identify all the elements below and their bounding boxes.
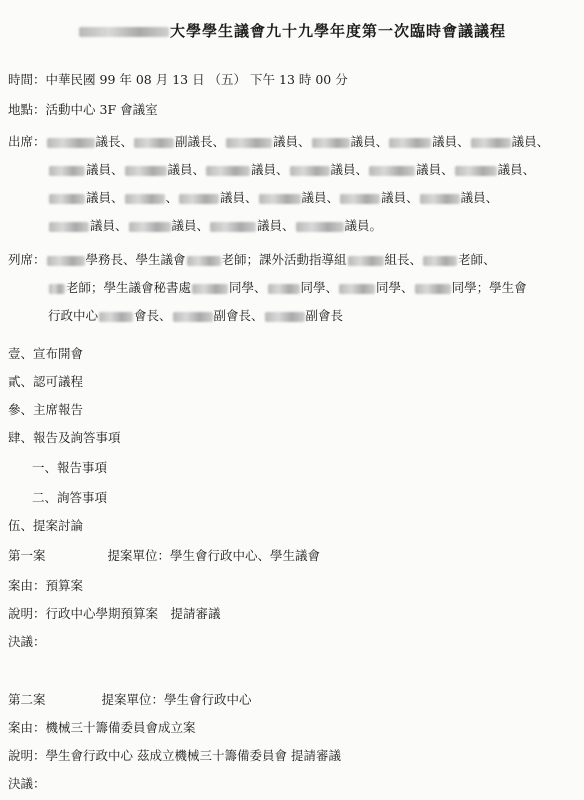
observe-text: 同學、 [300, 280, 339, 295]
observe-text: 組長、 [384, 252, 423, 267]
redacted-name [49, 166, 85, 176]
redacted-name [206, 166, 250, 176]
title-text: 大學學生議會九十九學年度第一次臨時會議議程 [169, 22, 506, 40]
redacted-name [471, 138, 511, 148]
attend-row-4 [48, 218, 382, 234]
observe-text: 副會長、 [213, 308, 264, 323]
attend-title: 議員、 [86, 162, 124, 177]
redacted-name [348, 256, 384, 266]
case1-unit: 提案單位：學生會行政中心、學生議會 [107, 548, 321, 563]
attend-title: 議員、 [220, 190, 258, 205]
observe-text: 老師；課外活動指導組 [221, 252, 347, 267]
attend-title: 議長、 [95, 134, 134, 149]
attend-label: 出席： [8, 134, 46, 149]
redacted-name [47, 138, 95, 148]
redacted-name [134, 138, 174, 148]
attend-row-1 [8, 134, 549, 150]
redacted-name [312, 138, 350, 148]
case2-header [8, 692, 252, 708]
redacted-name [226, 138, 272, 148]
attend-title: 議員。 [344, 218, 383, 233]
time-line [8, 72, 348, 88]
attend-title: 議員、 [460, 190, 499, 205]
case2-description: 說明：學生會行政中心 茲成立機械三十籌備委員會 提請審議 [8, 748, 341, 763]
observe-text: 老師；學生議會秘書處 [66, 280, 192, 295]
redacted-university-name [79, 27, 169, 37]
redacted-name [125, 194, 165, 204]
redacted-name [389, 138, 431, 148]
redacted-name [49, 284, 65, 294]
case2-number: 第二案 [8, 692, 46, 707]
agenda-item-1: 壹、宣布開會 [8, 346, 84, 361]
redacted-name [187, 256, 221, 266]
redacted-name [265, 312, 305, 322]
redacted-name [49, 222, 89, 232]
case2-resolution: 決議： [8, 776, 46, 791]
place-value: 活動中心 3F 會議室 [45, 102, 158, 117]
redacted-name [339, 284, 375, 294]
observe-row-3 [48, 308, 343, 324]
redacted-name [420, 194, 460, 204]
observe-row-1 [8, 252, 496, 268]
redacted-name [129, 222, 171, 232]
attend-title: 、 [165, 190, 179, 205]
attend-title: 議員、 [167, 162, 206, 177]
agenda-item-4: 肆、報告及詢答事項 [8, 430, 121, 445]
attend-title: 議員、 [257, 218, 295, 233]
observe-text: 同學、 [376, 280, 414, 295]
redacted-name [423, 256, 457, 266]
observe-text: 同學、 [229, 280, 267, 295]
observe-text: 同學；學生會 [451, 280, 527, 295]
agenda-item-4b: 二、詢答事項 [32, 490, 108, 505]
place-label: 地點： [8, 102, 46, 117]
attend-title: 議員、 [497, 162, 536, 177]
case2-reason: 案由：機械三十籌備委員會成立案 [8, 720, 196, 735]
case1-description: 說明：行政中心學期預算案 提請審議 [8, 606, 221, 621]
observe-row-2 [48, 280, 527, 296]
redacted-name [290, 166, 330, 176]
place-line [8, 102, 158, 118]
attend-title: 議員、 [86, 190, 124, 205]
attend-title: 議員、 [171, 218, 210, 233]
observe-text: 學務長、學生議會 [85, 252, 186, 267]
observe-label: 列席： [8, 252, 46, 267]
attend-title: 議員、 [432, 134, 470, 149]
agenda-item-4a: 一、報告事項 [32, 460, 108, 475]
agenda-item-3: 參、主席報告 [8, 402, 84, 417]
redacted-name [99, 312, 133, 322]
agenda-item-5: 伍、提案討論 [8, 518, 84, 533]
observe-text: 行政中心 [48, 308, 99, 323]
document-title [0, 20, 584, 41]
redacted-name [296, 222, 344, 232]
redacted-name [259, 194, 301, 204]
attend-title: 議員、 [251, 162, 289, 177]
redacted-name [179, 194, 219, 204]
redacted-name [125, 166, 167, 176]
attend-title: 議員、 [301, 190, 340, 205]
redacted-name [415, 284, 451, 294]
redacted-name [340, 194, 380, 204]
redacted-name [210, 222, 256, 232]
attend-title: 議員、 [350, 134, 389, 149]
attend-title: 議員、 [416, 162, 454, 177]
case2-unit: 提案單位：學生會行政中心 [101, 692, 252, 707]
redacted-name [455, 166, 497, 176]
case1-header [8, 548, 320, 564]
observe-text: 會長、 [134, 308, 172, 323]
redacted-name [192, 284, 228, 294]
time-label: 時間： [8, 72, 46, 87]
attend-title: 議員、 [90, 218, 128, 233]
attend-title: 議員、 [381, 190, 419, 205]
observe-text: 副會長 [305, 308, 344, 323]
redacted-name [47, 256, 85, 266]
case1-resolution: 決議： [8, 634, 46, 649]
attend-row-3 [48, 190, 498, 206]
observe-text: 老師、 [458, 252, 496, 267]
attend-title: 副議長、 [175, 134, 226, 149]
attend-row-2 [48, 162, 535, 178]
case1-number: 第一案 [8, 548, 46, 563]
agenda-item-2: 貳、認可議程 [8, 374, 84, 389]
redacted-name [369, 166, 415, 176]
redacted-name [49, 194, 85, 204]
attend-title: 議員、 [511, 134, 550, 149]
attend-title: 議員、 [273, 134, 311, 149]
case1-reason: 案由：預算案 [8, 578, 84, 593]
redacted-name [173, 312, 213, 322]
redacted-name [268, 284, 300, 294]
time-value: 中華民國 99 年 08 月 13 日 （五） 下午 13 時 00 分 [45, 72, 348, 87]
attend-title: 議員、 [330, 162, 369, 177]
